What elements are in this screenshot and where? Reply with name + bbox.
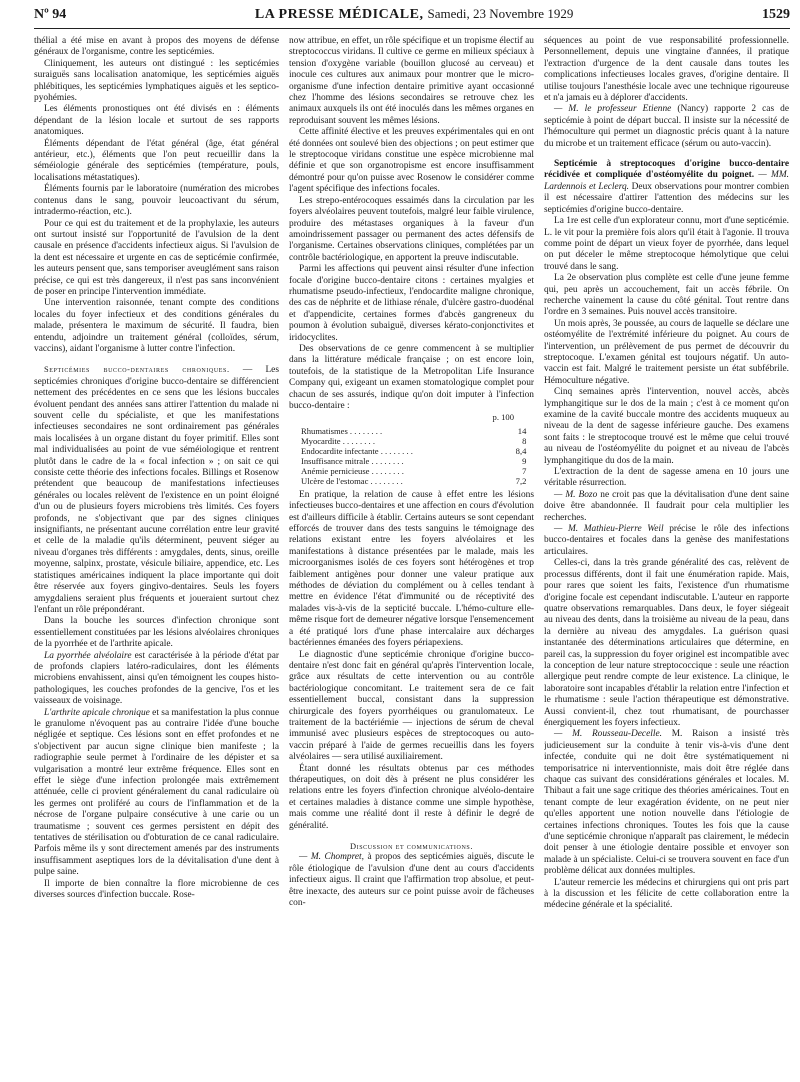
speaker-name: — M. le professeur Etienne (554, 104, 672, 115)
speaker-name: — M. Bozo (554, 489, 598, 500)
paragraph: L'auteur remercie les médecins et chirurgiens qui ont pris part à la discussion et les félicite de cette collaboration entre la médecine générale et la spécialité. (544, 877, 789, 911)
paragraph: Cinq semaines après l'intervention, nouvel accès, abcès lymphangitique sur le dos de la main ; c'est à ce moment qu'on examine de la cavité buccale montre des accidents muqueux au niveau de la dent de sagesse inférieure gauche. Des examens sont faits : le streptocoque trouvé est le même que celui trouvé au niveau de l'ostéomyélite du poignet et au niveau de l'abcès lymphangitique du dos de la main. (544, 387, 789, 466)
paragraph-text: Deux observations pour montrer combien il est nécessaire d'attirer l'attention des médecins sur les septicémies d'origine bucco-dentaire. (544, 181, 789, 215)
issue-number: Nº 94 (34, 7, 67, 22)
speaker-name: — M. Mathieu-Pierre Weil (554, 524, 664, 535)
column-2 (289, 36, 534, 1076)
paragraph-text: précise le rôle des infections bucco-dentaires et focales dans la genèse des manifestations articulaires. (544, 524, 789, 557)
paragraph: Étant donné les résultats obtenus par ces méthodes thérapeutiques, on doit dès à présent ne plus considérer les relations entre les foyers d'infection chronique alvéolo-dentaire et certaines maladies à distance comme une simple hypothèse, mais comme une réalité dont il reste à définir le degré de généralité. (289, 763, 534, 831)
stats-value: 7 (522, 465, 527, 476)
stats-value: 8 (522, 435, 527, 446)
paragraph: séquences au point de vue responsabilité professionnelle. Personnellement, depuis une vingtaine d'années, il pratique l'extraction d'urgence de la dent causale dans toutes les complications infectieuses locales graves, d'origine dentaire. Il utilise toujours l'anesthésie locale avec une technique rigoureuse et n'a jamais eu à déplorer d'accidents. (544, 36, 789, 104)
paragraph: Éléments dépendant de l'état général (âge, état général antérieur, etc.), éléments que l'on peut recueillir dans la séméiologie générale des septicémies (température, pouls, localisations métastatiques). (34, 138, 279, 183)
paragraph: Un mois après, 3e poussée, au cours de laquelle se déclare une ostéomyélite de l'extrémité inférieure du poignet. Au cours de l'intervention, un prélèvement de pus permet de découvrir du streptocoque. L'examen génital est toujours négatif. Un auto-vaccin est fait. Malgré le traitement persiste un état subfébrile. Hémoculture négative. (544, 318, 789, 386)
paragraph-text: et sa manifestation la plus connue le granulome n'évoquent pas au contraire l'idée d'une bouche négligée et septique. Ces lésions sont en effet profondes et ne s'objectivent par aucun signe clinique bien manifeste ; la radiographie seule permet à l'ordinaire de les dépister et sa vulgarisation a montré leur extrême fréquence. Elles sont en effet le siège d'une infection prolongée mais extrêmement atténuée, celle ci provient généralement du canal radiculaire où les germes ont proliféré au cours de l'inflammation et de la nécrose de l'organe pulpaire consécutive à une carie ou un traumatisme ; souvent ces germes persistent en dépit des tentatives de stérilisation ou d'obturation de ce canal radiculaire. Parfois même ils y sont directement amenés par des instruments insuffisamment aseptiques lors de la dévitalisation d'une dent à pulpe saine. (34, 707, 279, 878)
paragraph: Il importe de bien connaître la flore microbienne de ces diverses sources d'infection buccale. Rose- (34, 878, 279, 901)
issue-date: Samedi, 23 Novembre 1929 (427, 6, 574, 21)
section-paragraph (34, 364, 279, 616)
paragraph: thélial a été mise en avant à propos des moyens de défense généraux de l'organisme, contre les septicémies. (34, 36, 279, 58)
page-header (34, 6, 790, 29)
stats-value: 7,2 (515, 475, 527, 486)
stats-value: 9 (522, 455, 527, 466)
stats-unit: p. 100 (492, 412, 514, 423)
stats-label: Ulcère de l'estomac . . . . . . . . (301, 475, 403, 486)
paragraph: Le diagnostic d'une septicémie chronique d'origine bucco-dentaire n'est donc fait en général qu'après l'intervention locale, grâce aux résultats de cette intervention ou au contrôle bactériologique concomitant. Le traitement sera de ce fait essentiellement buccal, consistant dans la suppression chirurgicale des foyers pyorrhéiques ou granulomateux. Le traitement de la bactériémie — injections de sérum de cheval immunisé avec plusieurs espèces de streptocoques ou auto-vaccin préparé à l'aide de germes recueillis dans les foyers alvéolaires — sera utilisé auxiliairement. (289, 649, 534, 763)
stats-row (301, 436, 526, 446)
paragraph: Dans la bouche les sources d'infection chronique sont essentiellement constituées par les lésions alvéolaires chroniques de la pyorrhée et de l'arthrite apicale. (34, 616, 279, 650)
stats-row (301, 466, 526, 476)
communication-title: Septicémie à streptocoques d'origine bucco-dentaire récidivée et compliquée d'ostéomyélite du poignet. (544, 159, 789, 181)
paragraph: Cliniquement, les auteurs ont distingué : les septicémies suraiguës sans localisation anatomique, les septicémies aiguës phlébitiques, les septicémies lymphatiques aiguës et les septico-pyohémies. (34, 58, 279, 104)
paragraph (544, 490, 789, 524)
stats-row (301, 426, 526, 436)
journal-title (255, 6, 573, 23)
stats-value: 8,4 (515, 445, 527, 456)
paragraph: En pratique, la relation de cause à effet entre les lésions infectieuses bucco-dentaires et une affection en cours d'évolution est d'ailleurs difficile à établir. Certains auteurs se sont cependant efforcés de trouver dans des tests sanguins le témoignage des relations existant entre les foyers alvéolaires et les manifestations à distance présentées par le malade, mais les microorganismes isolés de ces foyers sont hétérogènes et trop faiblement antigènes pour donner une valeur pratique aux méthodes de déviation du complément ou à celles tendant à mettre en évidence l'état d'immunité ou de réceptivité des malades vis-à-vis de la septicité buccale. L'hémo-culture elle-même risque fort de demeurer négative lorsque l'ensemencement a été pratiqué lors d'une phase intercalaire aux décharges bactériennes émanées des foyers périapexiens. (289, 489, 534, 649)
paragraph: Celles-ci, dans la très grande généralité des cas, relèvent de processus différents, dont il fait une énumération rapide. Mais, pour rares que soient les faits, l'existence d'un rhumatisme d'origine focale est cependant indiscutable. L'auteur en rapporte quatre observations remarquables. Dans deux, le foyer siégeait au niveau des dents, dans la troisième au niveau de la peau, dans la dernière au niveau des amygdales. La guérison quasi instantanée des déterminations articulaires que détermine, en pareil cas, la suppression du foyer originel est incompatible avec la conception de leur nature streptococcique : seule une réaction allergique peut rendre compte de leur existence. La clinique, le laboratoire sont incapables d'établir la relation entre l'infection et le rhumatisme : seule l'action thérapeutique est démonstrative. Aussi convient-il, chez tout rhumatisant, de pourchasser énergiquement les foyers infectieux. (544, 558, 789, 728)
paragraph: Éléments fournis par le laboratoire (numération des microbes contenus dans le sang, pouvoir leucoactivant du sérum, intradermo-réaction, etc.). (34, 184, 279, 218)
stats-label: Myocardite . . . . . . . . (301, 435, 375, 446)
paragraph: La 2e observation plus complète est celle d'une jeune femme qui, peu après un accouchement, fait un accès fébrile. On recherche vainement la cause du côté génital. Tout rentre dans l'ordre en 3 semaines. Puis nouvel accès transitoire. (544, 273, 789, 318)
paragraph-text: M. Raison a insisté très judicieusement sur la conduite à tenir vis-à-vis d'une dent infectée, conduite qui ne doit être systématiquement ni temporisatrice ni interventionniste, mais doit être réglée dans chaque cas suivant des considérations générales et locales. M. Thibaut a fait une sage critique des théories américaines. Tout en tenant compte de leur exagération évidente, on ne peut nier qu'elles apportent une notion nouvelle dans l'étiologie de certaines infections chroniques. Toutes les fois que la cause d'une septicémie chronique n'apparaît pas clairement, le médecin doit penser à une étiologie dentaire possible et envoyer son malade à un spécialiste. Celui-ci se trouvera souvent en face d'un problème délicat aux données multiples. (544, 729, 789, 877)
paragraph: Parmi les affections qui peuvent ainsi résulter d'une infection focale d'origine bucco-dentaire citons : certaines myalgies et rhumatisme pseudo-infectieux, l'endocardite maligne chronique, des cas de néphrite et de lithiase rénale, d'ulcère gastro-duodénal et d'appendicite, certaines formes d'abcès gangreneux du poumon à évolution subaiguë, diverses kérato-conjonctivites et iridocyclites. (289, 264, 534, 343)
paragraph (34, 651, 279, 708)
paragraph: L'extraction de la dent de sagesse amena en 10 jours une véritable résurrection. (544, 467, 789, 489)
paragraph: Les strepo-entérocoques essaimés dans la circulation par les foyers alvéolaires peuvent toutefois, malgré leur faible virulence, produire des métastases organiques à la faveur d'un amoindrissement passager ou permanent des actes défensifs de l'organisme. Certaines observations cliniques, complétées par un contrôle bactériologique, en apportent la preuve indiscutable. (289, 195, 534, 263)
stats-label: Endocardite infectante . . . . . . . . (301, 445, 413, 456)
paragraph: La 1re est celle d'un explorateur connu, mort d'une septicémie. L. le vit pour la première fois alors qu'il était à l'agonie. Il trouva comme point de départ un vieux foyer de pyorrhée, dans lequel on put déceler le même streptocoque hémolytique que celui trouvé dans le sang. (544, 216, 789, 272)
discussion-heading: Discussion et communications. (349, 842, 474, 851)
stats-label: Rhumatismes . . . . . . . . (301, 425, 383, 436)
paragraph: Pour ce qui est du traitement et de la prophylaxie, les auteurs ont surtout insisté sur l'opportunité de l'avulsion de la dent causale en présence d'accidents infectieux aigus. Si l'avulsion de la dent est nécessaire et urgente en cas de septicémie confirmée, les auteurs pensent que, sans temporiser aveuglément sans raison précise, ce qui est très dangereux, il n'est pas sans inconvénient de poser en principe l'intervention immédiate. (34, 218, 279, 297)
column-1 (34, 36, 279, 1076)
paragraph-text: à propos des septicémies aiguës, discute le rôle étiologique de l'avulsion d'une dent au cours d'accidents infectieux aigus. Il craint que l'affirmation trop absolue, et peut-être inexacte, des auteurs sur ce point puisse avoir de fâcheuses con- (289, 852, 534, 909)
communication-authors: — MM. Lardennois et Leclerq. (544, 170, 789, 192)
paragraph (544, 524, 789, 558)
section-text: — Les septicémies chroniques d'origine bucco-dentaire se différencient nettement des précédentes en ce sens que les lésions buccales évoluent pendant des années sans attirer l'attention du malade ni souvent celle du spécialiste, et que les manifestations infectieuses secondaires ne sont ordinairement pas générales mais localisées à un organe distant du foyer primitif. Elles sont mal individualisées au point de vue séméiologique et rentrent plutôt dans le cadre de la « focal infection » ; on sait ce qui consiste cette théorie des infections focales. Billings et Rosenow prétendent que beaucoup de manifestations infectieuses générales ou locales relèvent de l'existence en un point éloigné d'un ou de plusieurs foyers microbiens très limités. Ces foyers profonds, ne s'objectivant que par des signes cliniques insignifiants, ne présentant aucune corrélation entre leur gravité et celle de la maladie qu'ils déterminent, peuvent siéger au niveau d'organes très différents : amygdales, dents, sinus, oreille moyenne, salpinx, prostate, vésicule biliaire, appendice, etc. Les statistiques américaines indiquent la place importante qui doit être réservée aux foyers gingivo-dentaires. Seuls les foyers amygdaliens seraient plus fréquents et joueraient surtout chez l'enfant un rôle prépondérant. (34, 365, 279, 615)
paragraph-text: ne croit pas que la dévitalisation d'une dent saine doive être abandonnée. Il faudrait pour cela multiplier les recherches. (544, 489, 789, 523)
stats-label: Insuffisance mitrale . . . . . . . . (301, 455, 404, 466)
paragraph: Les éléments pronostiques ont été divisés en : éléments dépendant de la lésion locale et surtout de ses rapports anatomiques. (34, 104, 279, 138)
paragraph: Une intervention raisonnée, tenant compte des conditions locales du foyer infectieux et des conditions générales du malade, présentera le maximum de sécurité. Il faudra, bien entendu, adjoindre un traitement général (colloïdes, sérum, vaccins), aidant l'organisme à lutter contre l'infection. (34, 298, 279, 354)
column-3 (544, 36, 789, 1076)
stats-row (301, 476, 526, 486)
paragraph (289, 852, 534, 909)
paragraph-text: est caractérisée à la période d'état par de profonds clapiers latéro-radiculaires, dont les éléments microbiens envahissent, ainsi qu'en témoignent les coupes histo-pathologiques, les couches profondes de la gencive, l'os et les vaisseaux de voisinage. (34, 650, 279, 707)
paragraph (544, 729, 789, 877)
journal-name: LA PRESSE MÉDICALE, (254, 7, 424, 22)
article-columns (34, 36, 790, 1076)
paragraph: Cette affinité élective et les preuves expérimentales qui en ont été données ont soulevé bien des objections ; on peut estimer que le streptocoque viridans constitue une espèce microbienne mal définie et que son organotropisme est encore insuffisamment démontré pour qu'on puisse avec Rosenow le considérer comme l'agent spécifique des infections focales. (289, 127, 534, 195)
stats-row (301, 456, 526, 466)
paragraph-text: (Nancy) rapporte 2 cas de septicémie à point de départ buccal. Il insiste sur la nécessité de l'hémoculture qui permet un diagnostic précis quant à la nature du microbe et un traitement efficace (sérum ou auto-vaccin). (544, 104, 789, 149)
statistics-table (301, 426, 526, 486)
speaker-name: — M. Rousseau-Decelle. (554, 729, 662, 740)
stats-row (301, 446, 526, 456)
page-number: 1529 (761, 7, 790, 22)
paragraph (34, 708, 279, 879)
paragraph: now attribue, en effet, un rôle spécifique et un tropisme électif au streptococcus viridans. Il cultive ce germe en milieux spéciaux à tension d'oxygène variable (bouillon glucosé au cerveau) et inocule ces cultures aux animaux pour montrer que le micro-organisme d'une infection dentaire primitive ayant occasionné chez l'homme des lésions secondaires se retrouve chez les animaux auxquels ils ont été inoculés dans les mêmes organes en reproduisant souvent les mêmes lésions. (289, 36, 534, 126)
paragraph: Des observations de ce genre commencent à se multiplier dans la littérature médicale française ; on est encore loin, toutefois, de la statistique de la Metropolitan Life Insurance Company qui, exigeant un examen stomatologique complet pour chacun de ses assurés, indique qu'on doit imputer à l'infection bucco-dentaire : (289, 343, 534, 411)
term-emphasis: La pyorrhée alvéolaire (44, 650, 132, 661)
speaker-name: — M. Chompret, (299, 852, 364, 863)
stats-value: 14 (517, 425, 527, 436)
stats-label: Anémie pernicieuse . . . . . . . . (301, 465, 404, 476)
communication-paragraph (544, 159, 789, 216)
paragraph (544, 104, 789, 150)
section-title: Septicémies bucco-dentaires chroniques. (44, 365, 230, 375)
term-emphasis: L'arthrite apicale chronique (44, 707, 150, 718)
